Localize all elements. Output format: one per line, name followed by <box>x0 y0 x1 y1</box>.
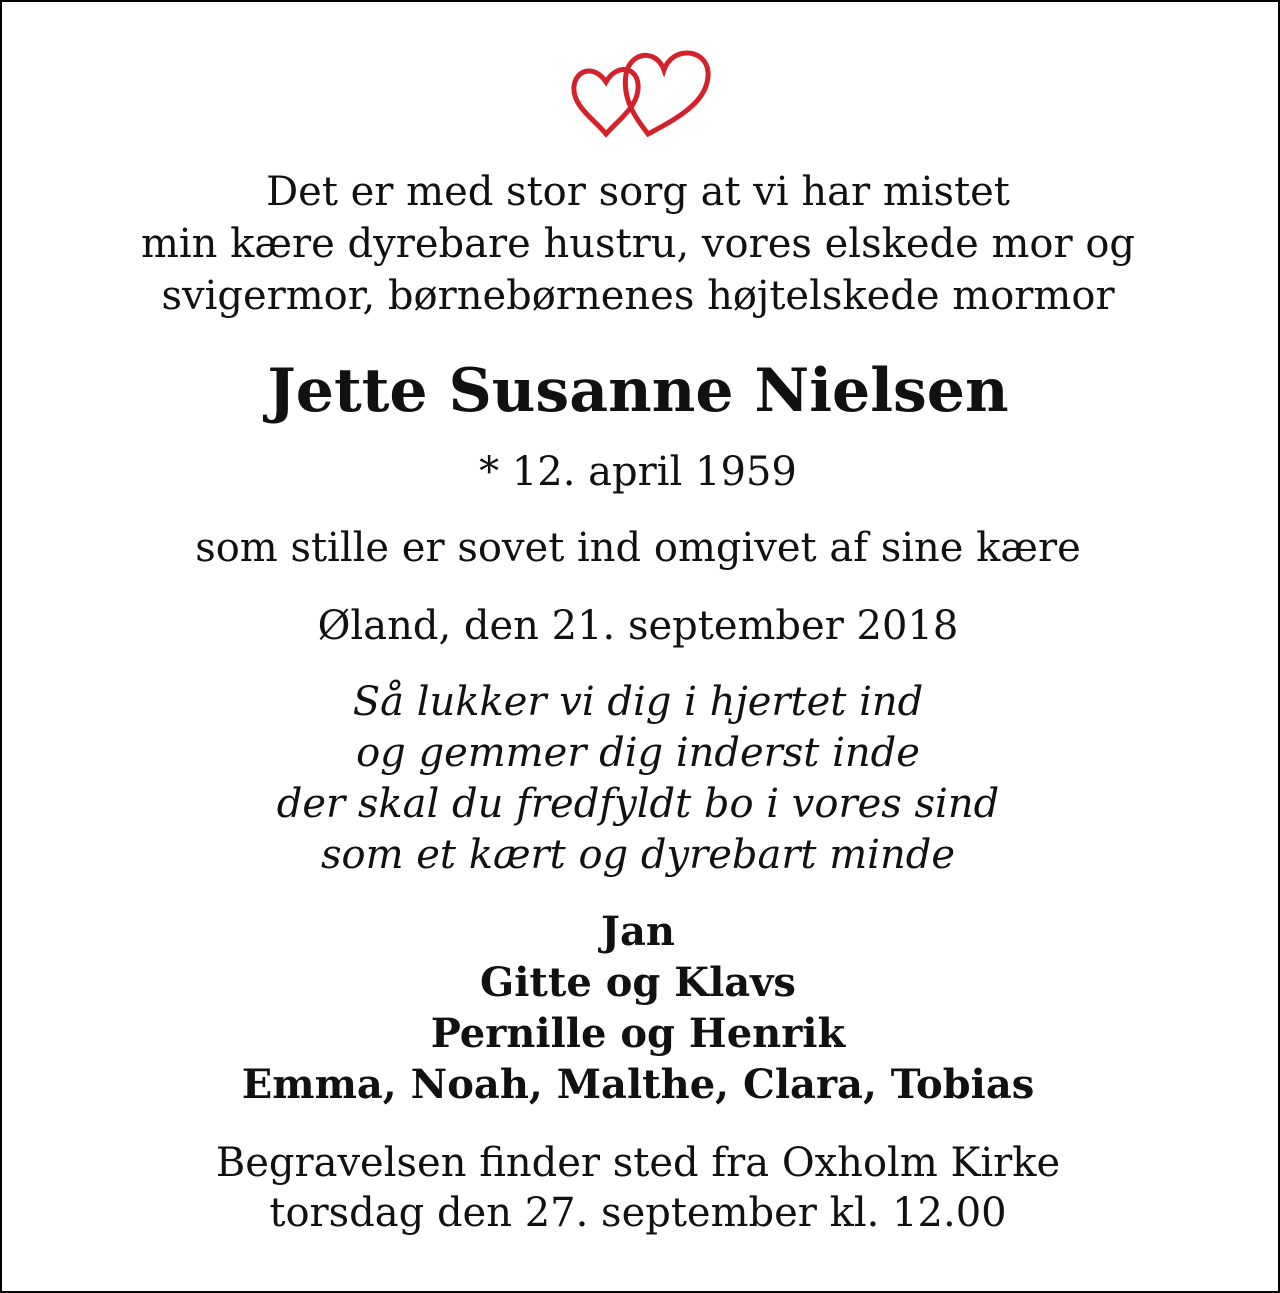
birth-date: * 12. april 1959 <box>479 449 797 495</box>
funeral-info <box>0 1138 1276 1238</box>
intro-line: svigermor, børnebørnenes højtelskede mormor <box>161 273 1115 319</box>
funeral-line: torsdag den 27. september kl. 12.00 <box>269 1190 1007 1236</box>
intro-line: min kære dyrebare hustru, vores elskede mor og <box>140 221 1136 267</box>
poem-line: der skal du fredfyldt bo i vores sind <box>276 781 1000 827</box>
two-hearts-icon <box>566 34 716 144</box>
passing-text: som stille er sovet ind omgivet af sine kære <box>195 525 1081 571</box>
family-line: Jan <box>601 908 675 955</box>
intro-text <box>0 166 1276 322</box>
intro-line: Det er med stor sorg at vi har mistet <box>266 169 1010 215</box>
poem-line: og gemmer dig inderst inde <box>356 730 920 776</box>
family-line: Emma, Noah, Malthe, Clara, Tobias <box>241 1061 1035 1108</box>
family-line: Pernille og Henrik <box>430 1010 846 1057</box>
place-and-date: Øland, den 21. september 2018 <box>317 603 959 649</box>
family-line: Gitte og Klavs <box>480 959 796 1006</box>
poem <box>0 677 1276 881</box>
poem-line: Så lukker vi dig i hjertet ind <box>352 679 924 725</box>
deceased-name: Jette Susanne Nielsen <box>267 356 1009 426</box>
poem-line: som et kært og dyrebart minde <box>321 832 955 878</box>
family-names <box>0 906 1276 1110</box>
funeral-line: Begravelsen finder sted fra Oxholm Kirke <box>215 1140 1061 1186</box>
